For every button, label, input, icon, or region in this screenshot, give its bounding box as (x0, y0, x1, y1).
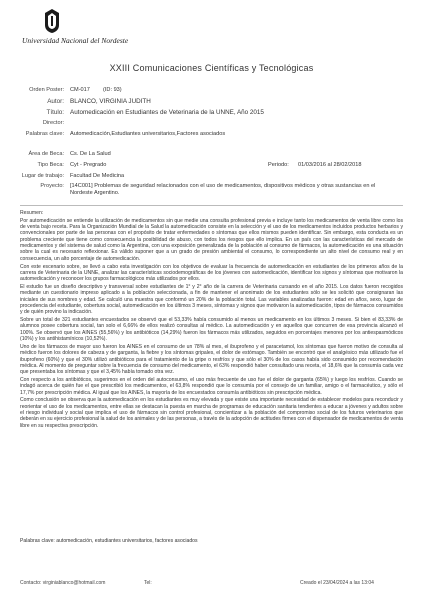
university-name: Universidad Nacional del Nordeste (22, 36, 129, 45)
resumen-paragraph: El estudio fue un diseño descriptivo y transversal sobre estudiantes de 1° y 2° año de la carrera de Veterinaria cursando en el año 2015. Los datos fueron recogidos mediante un cuestionario impreso aplicado a la población seleccionada, a fin de mantener el anonimato de los estudiantes sólo se les solicitó que consignaran las iniciales de sus nombres y edad. Se calculó una muestra que conformó un 20% de la población total. Las variables analizadas fueron: edad en años, sexo, lugar de procedencia del estudiante, cobertura social, automedicación en los últimos 3 meses, síntomas y signos que motivaron la automedicación, tipos de fármacos consumidos y de quién provino la indicación. (20, 284, 403, 316)
footer-tel: Tel: (144, 580, 152, 586)
tipo-beca-value: Cyt - Pregrado (70, 162, 107, 168)
orden-id: (ID: 93) (103, 87, 122, 93)
autor-value: BLANCO, VIRGINIA JUDITH (70, 98, 151, 105)
palabras-clave-value: Automedicación,Estudiantes universitarios,Factores asociados (70, 131, 226, 137)
lugar-trabajo-value: Facultad De Medicina (70, 173, 125, 179)
periodo-label: Periodo: (268, 162, 289, 168)
resumen-paragraph: Por automedicación se entiende la utilización de medicamentos sin que medie una consulta profesional previa e incluye tanto los medicamentos de venta libre como los de venta bajo receta. Para la Organización Mundial de la Salud la automedicación consiste en la selección y el uso de los medicamentos incluidos productos herbarios y convencionales por parte de las personas con el propósito de tratar enfermedades o síntomas que ellos mismos pueden identificar. Sin embargo, esta conducta es un problema creciente que tiene como consecuencia la posibilidad de abuso, con todos los riesgos que ello implica. En un país con las características del mercado de medicamentos y del sistema de salud como la Argentina, con una exposición generalizada de la población al consumo de fármacos, la automedicación es una situación sobre la cual es necesario reflexionar. Es válido suponer que a un grado de presión ambiental el consumo, lo correspondiente un alto nivel de consumo real y en consecuencia, un alto porcentaje de automedicación. (20, 217, 403, 262)
resumen-paragraph: Con respecto a los antibióticos, sugerimos en el orden del autoconsumo, el uso más frecuente de uso fue el dolor de garganta (65%) y luego los resfríos. Cuando se indagó acerca de quién fue el que prescribió los medicamentos, el 63,8% respondió que lo consumía por el consejo de un familiar, amigo o el farmacéutico, y sólo el 17,7% por prescripción médica. Al igual que los AINES, la mayoría de los encuestados consumía antibióticos sin prescripción médica. (20, 376, 403, 396)
proyecto-value: [14C001] Problemas de seguridad relacionados con el uso de medicamentos, dispositivos médicos y otras sustancias en el Nordeste Argentino. (70, 183, 376, 196)
university-logo (22, 8, 129, 56)
resumen-heading: Resumen: (20, 210, 44, 216)
titulo-value: Automedicación en Estudiantes de Veterinaria de la UNNE, Año 2015 (70, 109, 264, 116)
resumen-paragraph: Uno de los fármacos de mayor uso fueron los AINES en el consumo de un 78% al mes, el ibuprofeno y el paracetamol, los síntomas que fueron motivo de consulta al médico fueron los dolores de cabeza y de garganta, la fiebre y los síntomas gripales, el dolor de estómago. También se encontró que el analgésico más utilizado fue el ibuprofeno (60%) y que el 30% utilizó antibióticos para el tratamiento de la gripe o resfríos y que sólo el 30% de los casos había sido consumido por recomendación médica. Al momento de preguntar sobre la frecuencia de consumo del medicamento, el 63% respondió haber consultado una receta, el 18,6% que la consumía cada vez que presentaba los síntomas y que el 3,45% había tomado otra vez. (20, 343, 403, 376)
area-beca-value: Cs. De La Salud (70, 151, 111, 157)
resumen-section (20, 210, 403, 431)
page-title: XXIII Comunicaciones Científicas y Tecnológicas (109, 63, 314, 73)
resumen-paragraph: Como conclusión se observa que la automedicación en los estudiantes es muy elevada y que existe una importante necesidad de establecer modelos para reconducir y reorientar el uso de los medicamentos, entre ellas se destacan la puesta en marcha de programas de educación sanitaria tendientes a educar a jóvenes y adultos sobre el riesgo individual y social que implica el uso de fármacos sin control profesional, concientizar a la población del compromiso social de los futuros veterinarios que deberán en su ejercicio profesional la salud de los animales y de las personas, a través de la adopción de actitudes firmes con el dispensador de medicamentos de venta libre en su respectiva prescripción. (20, 397, 403, 429)
keywords-line: Palabras clave: automedicación, estudiantes universitarios, factores asociados (20, 538, 198, 544)
resumen-paragraph: Con este escenario sobre, se llevó a cabo esta investigación con los objetivos de evaluar la frecuencia de automedicación en estudiantes de los primeros años de la carrera de Veterinaria de la UNNE, analizar las características sociodemográficas de los jóvenes con automedicación, identificar los signos y síntomas que motivaron la automedicación y reconocer los grupos farmacológicos más utilizados por ellos. (20, 263, 403, 283)
footer-created: Creado el 23/04/2024 a las 13:04 (300, 580, 374, 586)
periodo-value: 01/03/2016 al 28/02/2018 (298, 162, 362, 168)
resumen-paragraph: Sobre un total de 321 estudiantes encuestados se observó que el 53,33% había consumido al menos un medicamento en los últimos 3 meses. Si bien el 83,33% de alumnos posee cobertura social, tan solo el 6,66% de ellos realizó consultas al médico. La automedicación y en aquellos que concurren de esa provincia alcanzó el 100%. Se observó que los AINES (55,56%) y los antibióticos (14,29%) fueron los fármacos más utilizados, seguidos en porcentajes menores por los antiespasmódicos (10%) y los antihistamínicos (10,52%). (20, 317, 403, 343)
orden-value: CM-017 (70, 87, 90, 93)
university-seal-icon (44, 8, 60, 34)
divider (20, 205, 403, 206)
footer-contact: Contacto: virginiablanco@hotmail.com (20, 580, 106, 586)
